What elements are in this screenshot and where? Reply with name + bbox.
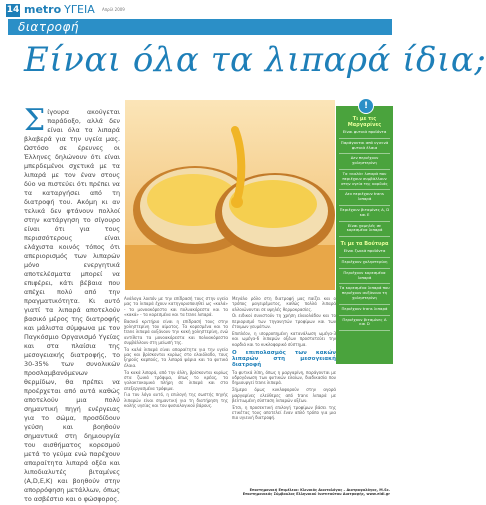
exclamation-icon: ! bbox=[358, 98, 374, 114]
body-paragraph: Τα καλά λιπαρά είναι απαραίτητα για την υγεία μας και βρίσκονται κυρίως στο ελαιόλαδο, τους ξηρούς καρπούς, τα λιπαρά ψάρια και τα φυτικά έλαια. bbox=[124, 346, 228, 368]
body-paragraph: Οι ειδικοί συνιστούν τη χρήση ελαιολάδου και το περιορισμό των τηγανητών τροφίμων και των έτοιμων γευμάτων. bbox=[232, 313, 336, 330]
butter-facts bbox=[336, 247, 393, 331]
sidebar-item: Είναι ζωικά προϊόντα bbox=[339, 247, 390, 258]
sidebar-item: Είναι φυτικά προϊόντα bbox=[339, 128, 390, 139]
body-paragraph: Έτσι, η προσεκτική επιλογή τροφίμων βάσει της ετικέτας τους αποτελεί έναν απλό τρόπο για μια πιο υγιεινή διατροφή. bbox=[232, 404, 336, 421]
bread-illustration bbox=[125, 100, 335, 290]
sidebar-item: Περιέχουν trans λιπαρά bbox=[339, 305, 390, 316]
lead-paragraph bbox=[24, 103, 120, 504]
sidebar-item: Είναι χαμηλές σε κορεσμένα λιπαρά bbox=[339, 222, 390, 238]
issue-date: Απρίλ 2009 bbox=[102, 7, 125, 12]
brand-logo bbox=[24, 3, 95, 16]
body-paragraph: Βασικό κριτήριο είναι η επίδρασή τους στην χοληστερίνη του αίματος. Τα κορεσμένα και τα trans λιπαρά αυξάνουν την κακή χοληστερίνη, ενώ αντίθετα τα μονοακόρεστα και πολυακόρεστα συμβάλλουν στη μείωσή της. bbox=[124, 318, 228, 345]
sidebar-title-butter: Τι με τα Βούτυρα bbox=[340, 241, 389, 248]
sidebar-item: Περιέχουν χοληστερίνη bbox=[339, 258, 390, 269]
body-column-2 bbox=[232, 296, 336, 422]
body-paragraph: Τα κακά λιπαρά, από την άλλη, βρίσκονται κυρίως στα ζωικά τρόφιμα, όπως το κρέας, τα γαλακτοκομικά πλήρη σε λιπαρά και στα επεξεργασμένα τρόφιμα. bbox=[124, 369, 228, 391]
margarine-facts bbox=[336, 128, 393, 237]
section-name: ΥΓΕΙΑ bbox=[64, 3, 95, 16]
sidebar-item: Τα κορεσμένα λιπαρά που περιέχουν αυξάνουν τη χοληστερίνη bbox=[339, 284, 390, 304]
subheading: Ο επιπολασμός των κακών λιπαρών στη μεσογειακή διατροφή bbox=[232, 349, 336, 368]
sidebar-item: Δεν περιέχουν trans λιπαρά bbox=[339, 190, 390, 206]
body-paragraph: Ανάλογα λοιπόν με την επίδρασή τους στην υγεία μας τα λιπαρά έχουν κατηγοριοποιηθεί ως «καλά» - τα μονοακόρεστα και πολυακόρεστα και τα «κακά» - τα κορεσμένα και τα trans λιπαρά. bbox=[124, 296, 228, 317]
body-paragraph: Μεγάλο ρόλο στη διατροφή μας παίζει και ο τρόπος μαγειρέματος, καθώς πολλά λιπαρά αλλοιώνονται σε υψηλές θερμοκρασίες. bbox=[232, 296, 336, 312]
facts-sidebar bbox=[336, 101, 393, 364]
drop-cap: Σ bbox=[24, 103, 46, 138]
brand-name: metro bbox=[24, 3, 62, 16]
sidebar-item: Παράγονται από υγιεινά φυτικά έλαια bbox=[339, 139, 390, 155]
bread-photo bbox=[125, 100, 335, 290]
category-band bbox=[8, 19, 392, 35]
body-paragraph: Σήμερα όμως κυκλοφορούν στην αγορά μαργαρίνες ελεύθερες από trans λιπαρά με βελτιωμένη σύσταση λιπαρών οξέων. bbox=[232, 387, 336, 403]
sidebar-item: Τα «καλά» λιπαρά που περιέχουν συμβάλλουν στην υγεία της καρδιάς bbox=[339, 170, 390, 190]
category-label: διατροφή bbox=[18, 20, 80, 34]
page-number: 14 bbox=[6, 5, 20, 15]
lead-text: ίγουρα ακούγεται παράδοξο, αλλά δεν είναι όλα τα λιπαρά βλαβερά για την υγεία μας. Ωστόσο σε έρευνες οι Έλληνες δηλώνουν ότι είναι μπερδεμένοι σχετικά με τα λιπαρά με τον έναν στους δύο να πιστεύει ότι πρέπει να τα καταργήσει από τη διατροφή του. Ακόμη κι αν τελικά δεν φτάνουν πολλοί στην κατάργηση το σίγουρο είναι ότι για τους περισσότερους είναι ελάχιστα κοινός τόπος ότι απεριορισμός των λιπαρών μόνο ενεργητικά αποτελέσματα μπορεί να επιφέρει, κάτι βέβαια που απέχει πολύ από την πραγματικότητα. Κι αυτό γιατί τα λιπαρά αποτελούν βασικό μέρος της διατροφής και μάλιστα σύμφωνα με τον Παγκόσμιο Οργανισμό Υγείας και στα πλαίσια της μεσογειακής διατροφής, το 30-35% των συνολικών προσλαμβανόμενων θερμίδων, θα πρέπει να προέρχεται από αυτά καθώς αποτελούν μια πολύ σημαντική πηγή ενέργειας για το σώμα, προσδίδουν γεύση και βοηθούν σημαντικά στη δημιουργία του αισθήματος κορεσμού μετά το γεύμα ενώ παρέχουν απαραίτητα λιπαρά οξέα και λιποδιαλυτές βιταμίνες (A,D,E,K) και βοηθούν στην απορρόφηση μετάλλων, όπως το ασβέστιο και ο φώσφορος. bbox=[24, 108, 120, 503]
body-paragraph: Τα φυτικά λίπη, όπως η μαργαρίνη, παράγονται με υδρογόνωση των φυτικών ελαίων, διαδικασία που δημιουργεί trans λιπαρά. bbox=[232, 369, 336, 386]
sidebar-item: Περιέχουν βιταμίνες A και D bbox=[339, 316, 390, 332]
author-credit: Επιστημονική Επιμέλεια: Κλινικός Διαιτολόγος – Διατροφολόγος, M.Sc. Επιστημονικός Σύμβουλος Ελληνικού Ινστιτούτου Διατροφής, www.eldi.gr bbox=[242, 488, 390, 497]
body-paragraph: Επιπλέον, η ισορροπημένη κατανάλωση ωμέγα-3 και ωμέγα-6 λιπαρών οξέων προστατεύει την καρδιά και το κυκλοφορικό σύστημα. bbox=[232, 330, 336, 347]
sidebar-title-margarine: Τι με τις Μαργαρίνες bbox=[347, 116, 382, 128]
body-column-1 bbox=[124, 296, 228, 410]
sidebar-item: Δεν περιέχουν χοληστερίνη bbox=[339, 154, 390, 170]
sidebar-item: Περιέχουν βιταμίνες A, D και E bbox=[339, 206, 390, 222]
sidebar-content bbox=[336, 116, 393, 331]
body-paragraph: Για τον λόγο αυτό, η επιλογή της σωστής πηγής λιπαρών είναι σημαντική για τη διατήρηση της καλής υγείας και του φυσιολογικού βάρους. bbox=[124, 392, 228, 409]
sidebar-item: Περιέχουν κορεσμένα λιπαρά bbox=[339, 269, 390, 285]
article-title: Είναι όλα τα λιπαρά ίδια; bbox=[24, 40, 486, 80]
